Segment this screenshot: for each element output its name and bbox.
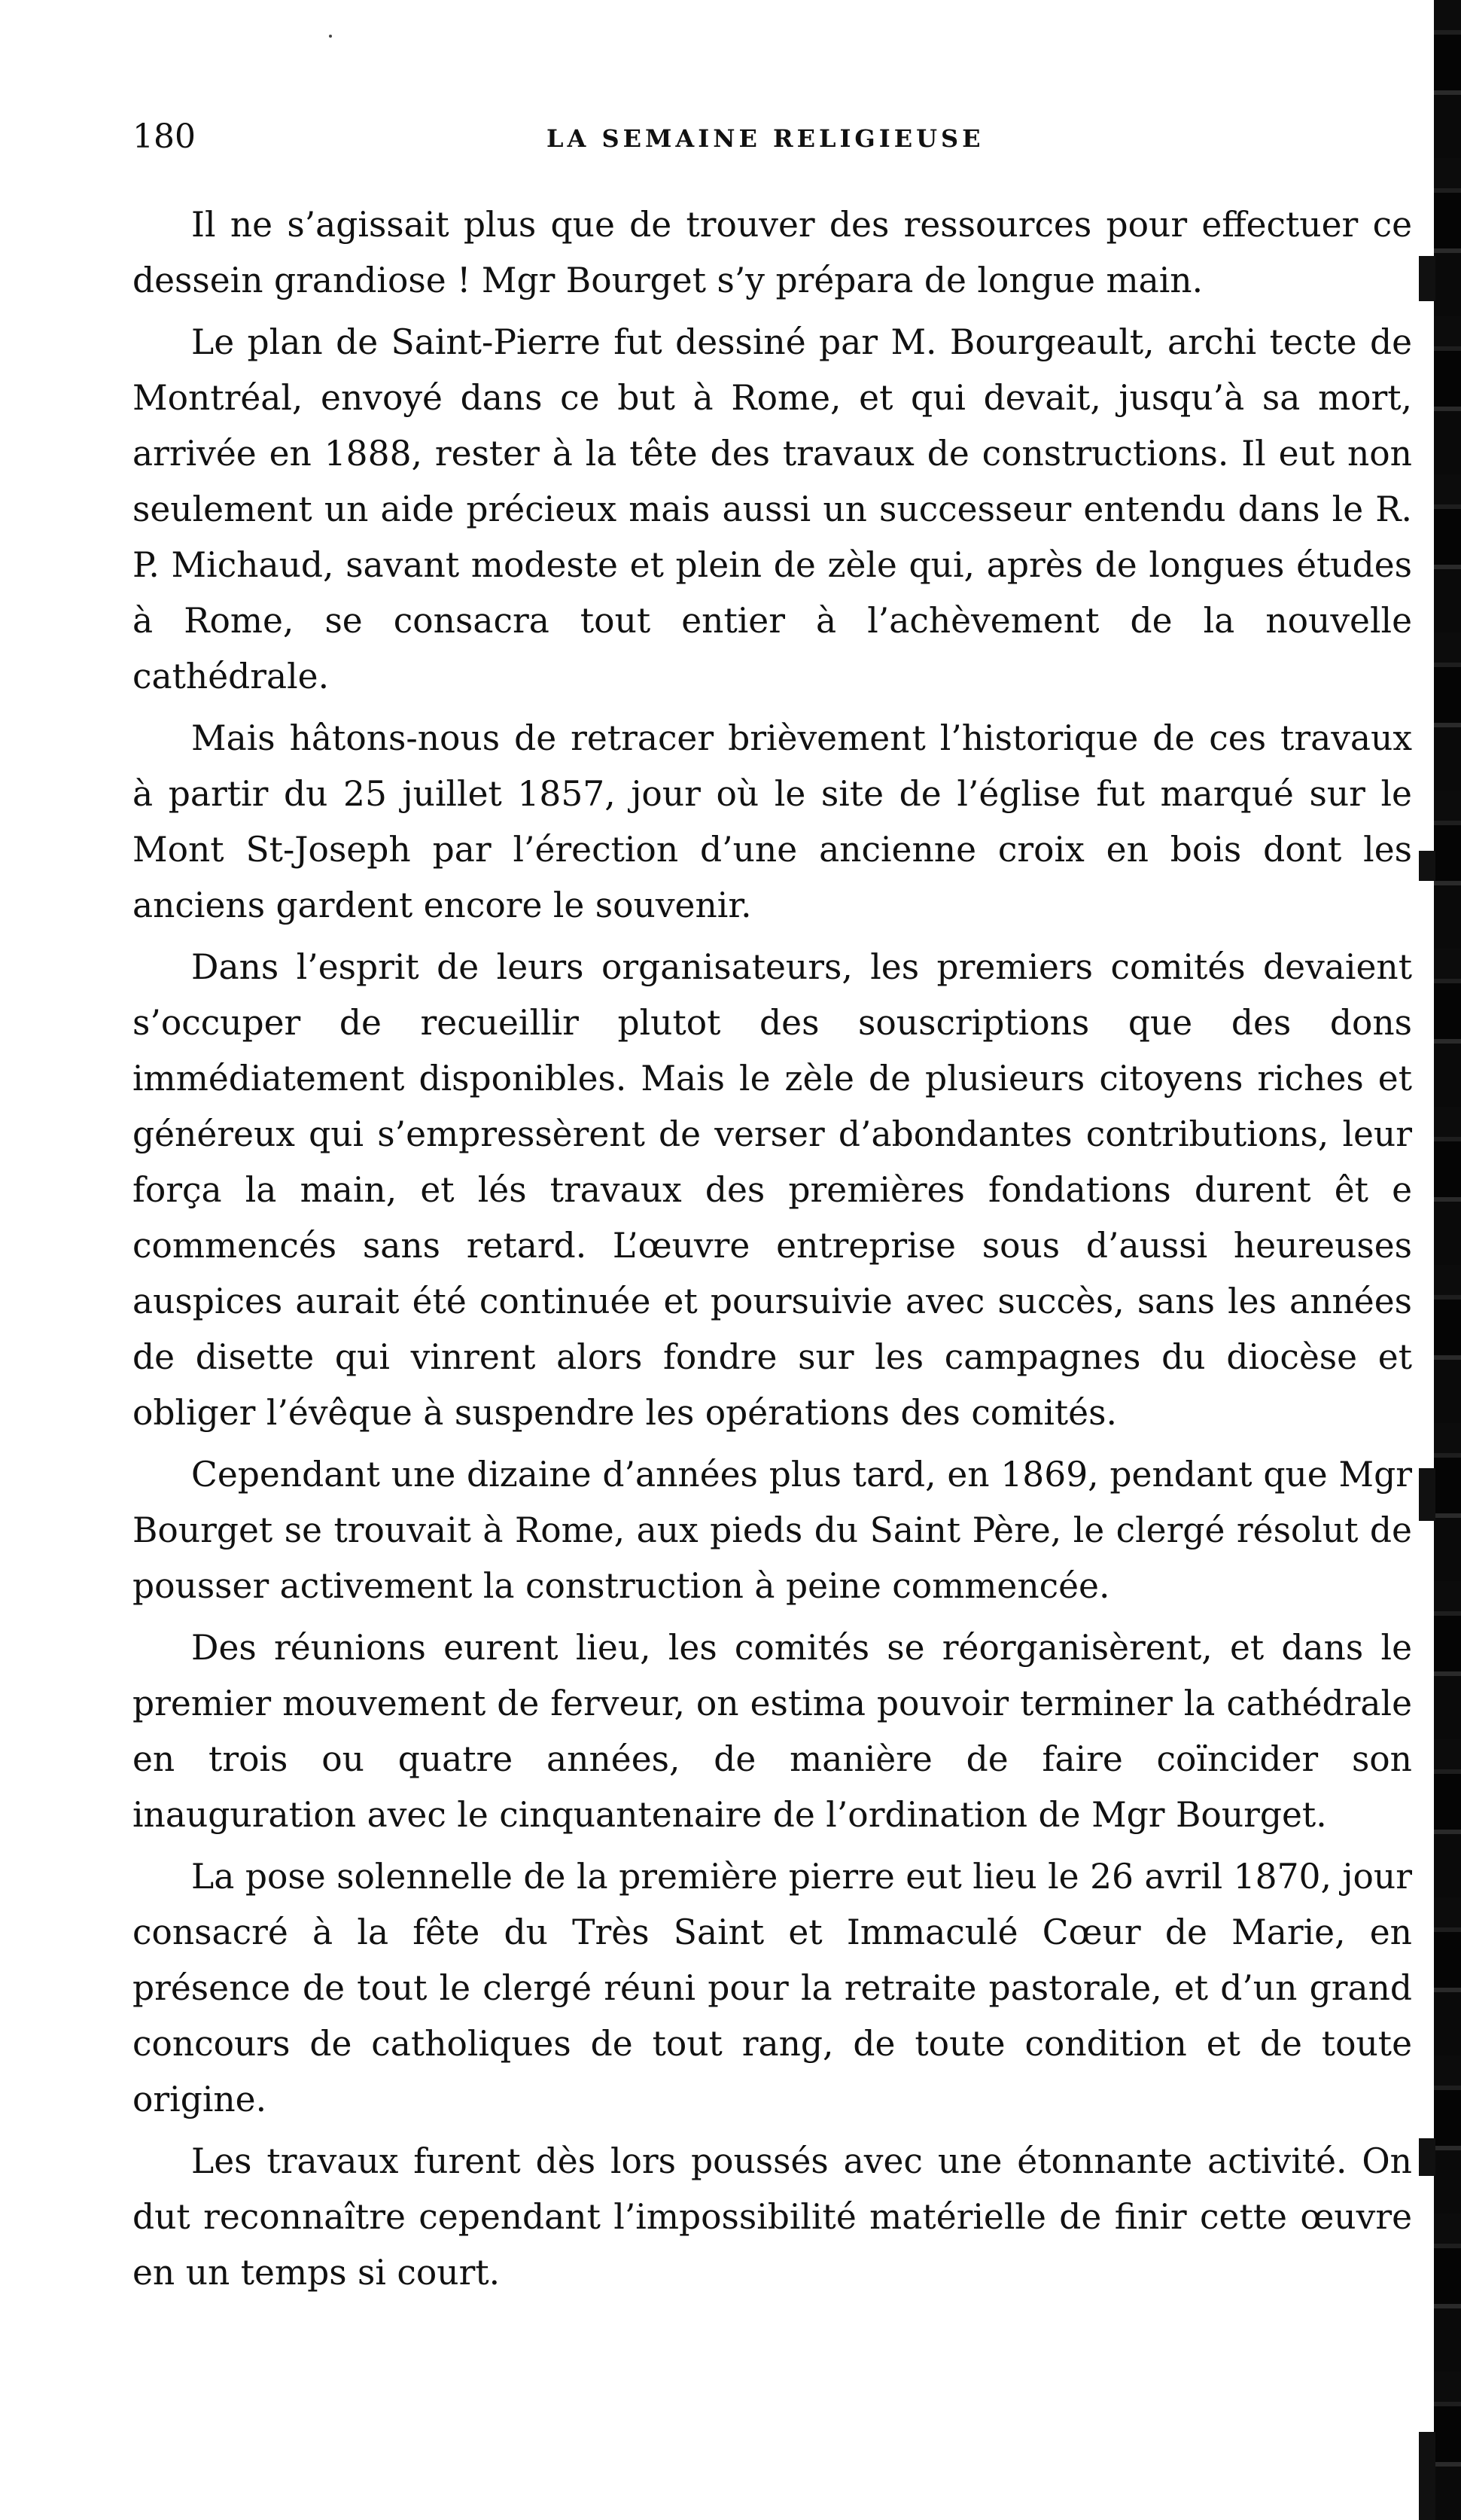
edge-mark — [1419, 256, 1435, 301]
paragraph-4: Dans l’esprit de leurs organisateurs, les premiers comités devaient s’occuper de recueillir plutot des souscriptions que des dons immédiatement disponibles. Mais le zèle de plusieurs citoyens riches et généreux qui s’empressèrent de verser d’abondantes contributions, leur força la main, et lés travaux des premières fondations durent êt e commencés sans retard. L’œuvre entreprise sous d’aussi heureuses auspices aurait été continuée et poursuivie avec succès, sans les années de disette qui vinrent alors fondre sur les campagnes du diocèse et obliger l’évêque à suspendre les opérations des comités. — [132, 947, 1412, 1433]
paragraph-5: Cependant une dizaine d’années plus tard, en 1869, pendant que Mgr Bourget se trouvait à Rome, aux pieds du Saint Père, le clergé résolut de pousser activement la construction à peine commencée. — [132, 1455, 1412, 1606]
paragraph-2: Le plan de Saint-Pierre fut dessiné par M. Bourgeault, archi tecte de Montréal, envoyé dans ce but à Rome, et qui devait, jusqu’à sa mort, arrivée en 1888, rester à la tête des travaux de constructions. Il eut non seulement un aide précieux mais aussi un successeur entendu dans le R. P. Michaud, savant modeste et plein de zèle qui, après de longues études à Rome, se consacra tout entier à l’achèvement de la nouvelle cathédrale. — [132, 322, 1412, 696]
paragraph-8: Les travaux furent dès lors poussés avec une étonnante activité. On dut reconnaître cependant l’impossibilité matérielle de finir cette œuvre en un temps si court. — [132, 2141, 1412, 2293]
edge-mark — [1419, 1468, 1435, 1521]
body-text — [132, 197, 1412, 2301]
page-number: 180 — [132, 117, 196, 156]
page-header — [132, 114, 1412, 167]
paragraph-1: Il ne s’agissait plus que de trouver des ressources pour effectuer ce dessein grandiose ! Mgr Bourget s’y prépara de longue main. — [132, 205, 1412, 300]
edge-mark — [1419, 2432, 1435, 2520]
paragraph-3: Mais hâtons-nous de retracer brièvement l’historique de ces travaux à partir du 25 juillet 1857, jour où le site de l’église fut marqué sur le Mont St-Joseph par l’érection d’une ancienne croix en bois dont les anciens gardent encore le souvenir. — [132, 718, 1412, 925]
scanned-page-edge — [1434, 0, 1461, 2520]
paragraph-7: La pose solennelle de la première pierre eut lieu le 26 avril 1870, jour consacré à la fête du Très Saint et Immaculé Cœur de Marie, en présence de tout le clergé réuni pour la retraite pastorale, et d’un grand concours de catholiques de tout rang, de toute condition et de toute origine. — [132, 1857, 1412, 2119]
edge-mark — [1419, 851, 1435, 881]
running-head: LA SEMAINE RELIGIEUSE — [546, 124, 985, 153]
edge-mark — [1419, 2138, 1435, 2176]
paragraph-6: Des réunions eurent lieu, les comités se réorganisèrent, et dans le premier mouvement de ferveur, on estima pouvoir terminer la cathédrale en trois ou quatre années, de manière de faire coïncider son inauguration avec le cinquantenaire de l’ordination de Mgr Bourget. — [132, 1628, 1412, 1835]
speck — [329, 35, 332, 38]
